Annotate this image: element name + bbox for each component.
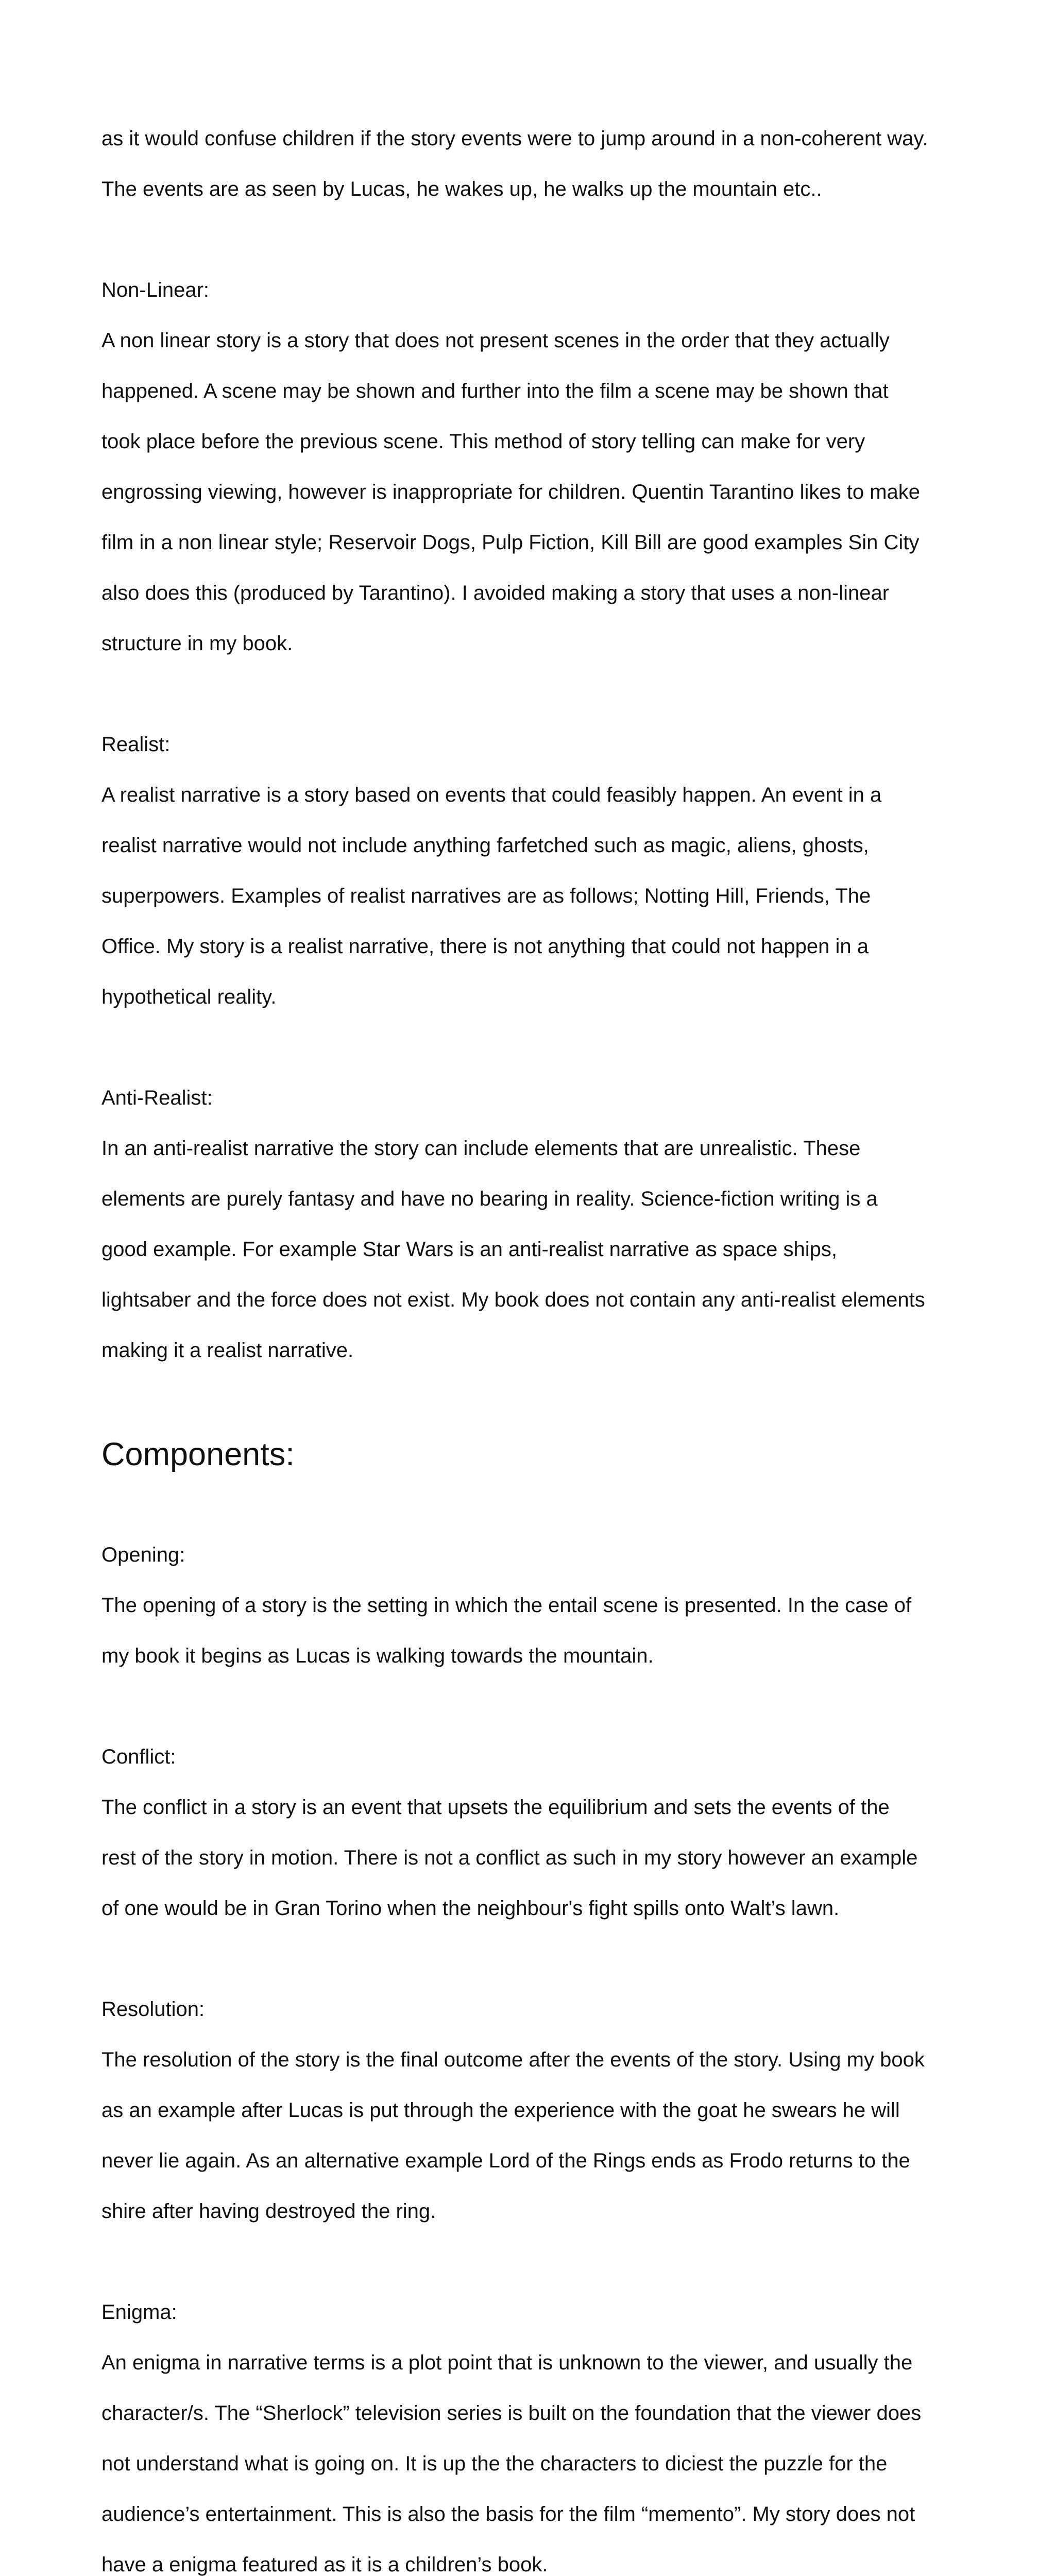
text-line: A non linear story is a story that does not present scenes in the order that they actually	[101, 329, 890, 352]
text-line: The opening of a story is the setting in which the entail scene is presented. In the case of	[101, 1594, 912, 1617]
components-heading: Components:	[101, 1436, 295, 1472]
intro-paragraph	[101, 101, 977, 227]
text-line: In an anti-realist narrative the story can include elements that are unrealistic. These	[101, 1137, 861, 1160]
text-line: hypothetical reality.	[101, 986, 277, 1008]
text-line: as it would confuse children if the story events were to jump around in a non-coherent way.	[101, 127, 928, 150]
component-opening	[101, 1517, 977, 1694]
text-line: also does this (produced by Tarantino). I avoided making a story that uses a non-linear	[101, 582, 890, 604]
section-anti-realist	[101, 1060, 977, 1388]
text-line: happened. A scene may be shown and further into the film a scene may be shown that	[101, 380, 889, 402]
text-line: Office. My story is a realist narrative, there is not anything that could not happen in a	[101, 935, 869, 958]
text-line: lightsaber and the force does not exist. My book does not contain any anti-realist elements	[101, 1289, 925, 1311]
text-line: structure in my book.	[101, 632, 293, 655]
section-label: Anti-Realist:	[101, 1087, 213, 1109]
text-line: character/s. The “Sherlock” television series is built on the foundation that the viewer does	[101, 2402, 922, 2425]
text-line: as an example after Lucas is put through the experience with the goat he swears he will	[101, 2099, 900, 2122]
text-line: shire after having destroyed the ring.	[101, 2200, 436, 2223]
text-line: have a enigma featured as it is a children’s book.	[101, 2553, 548, 2576]
text-line: A realist narrative is a story based on events that could feasibly happen. An event in a	[101, 784, 882, 806]
text-line: An enigma in narrative terms is a plot point that is unknown to the viewer, and usually the	[101, 2351, 913, 2374]
section-label: Realist:	[101, 733, 171, 756]
component-label: Enigma:	[101, 2301, 177, 2324]
text-line: making it a realist narrative.	[101, 1339, 354, 1362]
text-line: The events are as seen by Lucas, he wakes up, he walks up the mountain etc..	[101, 178, 822, 200]
section-label: Non-Linear:	[101, 279, 210, 301]
text-line: superpowers. Examples of realist narratives are as follows; Notting Hill, Friends, The	[101, 885, 871, 907]
text-line: not understand what is going on. It is up the the characters to diciest the puzzle for the	[101, 2452, 888, 2475]
text-line: my book it begins as Lucas is walking towards the mountain.	[101, 1645, 654, 1667]
section-non-linear	[101, 252, 977, 682]
component-label: Resolution:	[101, 1998, 205, 2021]
component-label: Opening:	[101, 1544, 185, 1566]
document-page	[101, 101, 977, 2576]
text-line: took place before the previous scene. This method of story telling can make for very	[101, 430, 865, 453]
text-line: rest of the story in motion. There is not a conflict as such in my story however an example	[101, 1846, 918, 1869]
section-realist	[101, 707, 977, 1035]
component-label: Conflict:	[101, 1745, 176, 1768]
text-line: never lie again. As an alternative example Lord of the Rings ends as Frodo returns to the	[101, 2149, 910, 2172]
text-line: realist narrative would not include anything farfetched such as magic, aliens, ghosts,	[101, 834, 869, 857]
component-enigma	[101, 2275, 977, 2576]
component-resolution	[101, 1972, 977, 2249]
text-line: audience’s entertainment. This is also the basis for the film “memento”. My story does not	[101, 2503, 915, 2526]
text-line: The resolution of the story is the final outcome after the events of the story. Using my book	[101, 2048, 925, 2071]
text-line: elements are purely fantasy and have no bearing in reality. Science-fiction writing is a	[101, 1188, 878, 1210]
text-line: of one would be in Gran Torino when the neighbour's fight spills onto Walt’s lawn.	[101, 1897, 840, 1920]
text-line: The conflict in a story is an event that upsets the equilibrium and sets the events of the	[101, 1796, 890, 1819]
text-line: film in a non linear style; Reservoir Dogs, Pulp Fiction, Kill Bill are good examples Sin City	[101, 531, 920, 554]
text-line: good example. For example Star Wars is an anti-realist narrative as space ships,	[101, 1238, 838, 1261]
component-conflict	[101, 1719, 977, 1946]
text-line: engrossing viewing, however is inappropriate for children. Quentin Tarantino likes to make	[101, 481, 921, 503]
